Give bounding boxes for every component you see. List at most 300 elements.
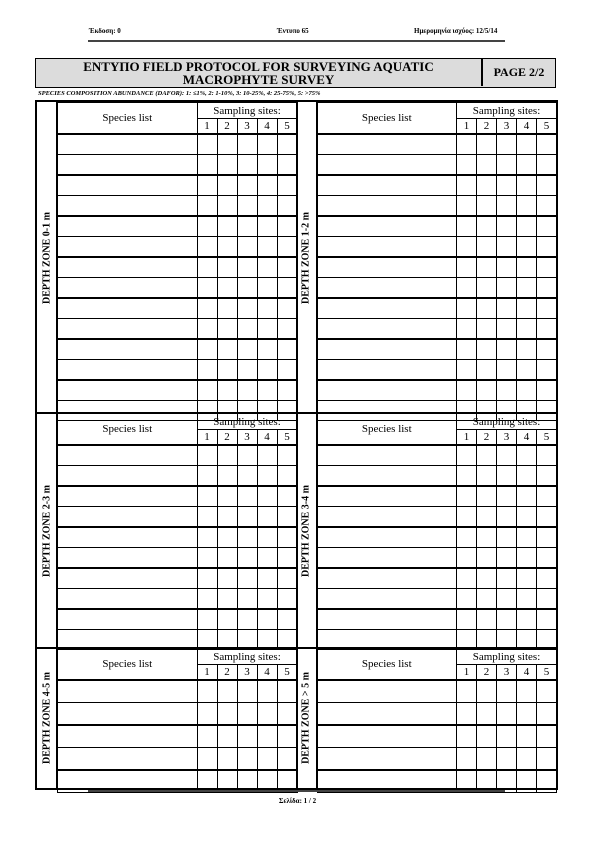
abundance-entry-cell[interactable] <box>277 155 297 176</box>
abundance-entry-cell[interactable] <box>497 134 517 155</box>
abundance-entry-cell[interactable] <box>277 339 297 360</box>
abundance-entry-cell[interactable] <box>517 589 537 610</box>
species-entry-cell[interactable] <box>317 237 457 258</box>
abundance-entry-cell[interactable] <box>477 748 497 771</box>
abundance-entry-cell[interactable] <box>277 725 297 748</box>
abundance-entry-cell[interactable] <box>237 748 257 771</box>
species-entry-cell[interactable] <box>317 680 457 703</box>
species-entry-cell[interactable] <box>58 527 198 548</box>
abundance-entry-cell[interactable] <box>237 568 257 589</box>
abundance-entry-cell[interactable] <box>197 155 217 176</box>
abundance-entry-cell[interactable] <box>517 568 537 589</box>
abundance-entry-cell[interactable] <box>537 237 557 258</box>
species-entry-cell[interactable] <box>317 466 457 487</box>
abundance-entry-cell[interactable] <box>517 507 537 528</box>
abundance-entry-cell[interactable] <box>257 216 277 237</box>
abundance-entry-cell[interactable] <box>517 703 537 726</box>
abundance-entry-cell[interactable] <box>197 380 217 401</box>
species-entry-cell[interactable] <box>58 680 198 703</box>
species-entry-cell[interactable] <box>317 527 457 548</box>
abundance-entry-cell[interactable] <box>197 589 217 610</box>
abundance-entry-cell[interactable] <box>497 486 517 507</box>
abundance-entry-cell[interactable] <box>497 680 517 703</box>
species-entry-cell[interactable] <box>317 725 457 748</box>
abundance-entry-cell[interactable] <box>217 548 237 569</box>
abundance-entry-cell[interactable] <box>257 237 277 258</box>
abundance-entry-cell[interactable] <box>537 216 557 237</box>
abundance-entry-cell[interactable] <box>237 175 257 196</box>
species-entry-cell[interactable] <box>317 155 457 176</box>
abundance-entry-cell[interactable] <box>477 237 497 258</box>
abundance-entry-cell[interactable] <box>237 155 257 176</box>
abundance-entry-cell[interactable] <box>197 216 217 237</box>
abundance-entry-cell[interactable] <box>497 216 517 237</box>
abundance-entry-cell[interactable] <box>197 134 217 155</box>
abundance-entry-cell[interactable] <box>197 703 217 726</box>
abundance-entry-cell[interactable] <box>237 237 257 258</box>
abundance-entry-cell[interactable] <box>277 486 297 507</box>
abundance-entry-cell[interactable] <box>197 680 217 703</box>
abundance-entry-cell[interactable] <box>537 568 557 589</box>
abundance-entry-cell[interactable] <box>217 298 237 319</box>
abundance-entry-cell[interactable] <box>497 609 517 630</box>
abundance-entry-cell[interactable] <box>237 257 257 278</box>
species-entry-cell[interactable] <box>58 155 198 176</box>
abundance-entry-cell[interactable] <box>217 216 237 237</box>
abundance-entry-cell[interactable] <box>217 486 237 507</box>
abundance-entry-cell[interactable] <box>277 466 297 487</box>
abundance-entry-cell[interactable] <box>537 298 557 319</box>
abundance-entry-cell[interactable] <box>237 360 257 381</box>
species-entry-cell[interactable] <box>317 216 457 237</box>
abundance-entry-cell[interactable] <box>237 134 257 155</box>
abundance-entry-cell[interactable] <box>537 175 557 196</box>
abundance-entry-cell[interactable] <box>537 278 557 299</box>
abundance-entry-cell[interactable] <box>497 298 517 319</box>
abundance-entry-cell[interactable] <box>477 609 497 630</box>
abundance-entry-cell[interactable] <box>197 725 217 748</box>
species-entry-cell[interactable] <box>317 278 457 299</box>
abundance-entry-cell[interactable] <box>497 196 517 217</box>
abundance-entry-cell[interactable] <box>457 155 477 176</box>
abundance-entry-cell[interactable] <box>457 445 477 466</box>
abundance-entry-cell[interactable] <box>537 257 557 278</box>
abundance-entry-cell[interactable] <box>237 609 257 630</box>
species-entry-cell[interactable] <box>317 298 457 319</box>
abundance-entry-cell[interactable] <box>457 339 477 360</box>
species-entry-cell[interactable] <box>58 175 198 196</box>
species-entry-cell[interactable] <box>317 609 457 630</box>
abundance-entry-cell[interactable] <box>457 609 477 630</box>
abundance-entry-cell[interactable] <box>537 527 557 548</box>
abundance-entry-cell[interactable] <box>217 134 237 155</box>
abundance-entry-cell[interactable] <box>217 339 237 360</box>
abundance-entry-cell[interactable] <box>537 486 557 507</box>
species-entry-cell[interactable] <box>58 748 198 771</box>
abundance-entry-cell[interactable] <box>457 319 477 340</box>
abundance-entry-cell[interactable] <box>477 175 497 196</box>
abundance-entry-cell[interactable] <box>277 237 297 258</box>
abundance-entry-cell[interactable] <box>517 770 537 793</box>
abundance-entry-cell[interactable] <box>257 609 277 630</box>
abundance-entry-cell[interactable] <box>457 298 477 319</box>
abundance-entry-cell[interactable] <box>537 134 557 155</box>
abundance-entry-cell[interactable] <box>217 725 237 748</box>
abundance-entry-cell[interactable] <box>197 319 217 340</box>
abundance-entry-cell[interactable] <box>517 527 537 548</box>
abundance-entry-cell[interactable] <box>197 548 217 569</box>
abundance-entry-cell[interactable] <box>237 216 257 237</box>
abundance-entry-cell[interactable] <box>497 748 517 771</box>
abundance-entry-cell[interactable] <box>457 360 477 381</box>
abundance-entry-cell[interactable] <box>277 589 297 610</box>
species-entry-cell[interactable] <box>58 360 198 381</box>
abundance-entry-cell[interactable] <box>197 445 217 466</box>
abundance-entry-cell[interactable] <box>477 568 497 589</box>
abundance-entry-cell[interactable] <box>197 196 217 217</box>
abundance-entry-cell[interactable] <box>257 360 277 381</box>
abundance-entry-cell[interactable] <box>517 680 537 703</box>
species-entry-cell[interactable] <box>317 319 457 340</box>
abundance-entry-cell[interactable] <box>257 339 277 360</box>
abundance-entry-cell[interactable] <box>517 237 537 258</box>
abundance-entry-cell[interactable] <box>497 175 517 196</box>
abundance-entry-cell[interactable] <box>457 466 477 487</box>
abundance-entry-cell[interactable] <box>457 703 477 726</box>
abundance-entry-cell[interactable] <box>457 680 477 703</box>
species-entry-cell[interactable] <box>58 609 198 630</box>
species-entry-cell[interactable] <box>58 445 198 466</box>
abundance-entry-cell[interactable] <box>537 445 557 466</box>
abundance-entry-cell[interactable] <box>457 725 477 748</box>
abundance-entry-cell[interactable] <box>517 319 537 340</box>
abundance-entry-cell[interactable] <box>277 257 297 278</box>
abundance-entry-cell[interactable] <box>477 278 497 299</box>
abundance-entry-cell[interactable] <box>537 548 557 569</box>
abundance-entry-cell[interactable] <box>457 175 477 196</box>
abundance-entry-cell[interactable] <box>477 155 497 176</box>
abundance-entry-cell[interactable] <box>277 298 297 319</box>
abundance-entry-cell[interactable] <box>537 507 557 528</box>
species-entry-cell[interactable] <box>58 589 198 610</box>
abundance-entry-cell[interactable] <box>497 360 517 381</box>
species-entry-cell[interactable] <box>317 548 457 569</box>
abundance-entry-cell[interactable] <box>457 257 477 278</box>
abundance-entry-cell[interactable] <box>457 380 477 401</box>
species-entry-cell[interactable] <box>58 216 198 237</box>
abundance-entry-cell[interactable] <box>277 175 297 196</box>
abundance-entry-cell[interactable] <box>217 568 237 589</box>
abundance-entry-cell[interactable] <box>517 548 537 569</box>
abundance-entry-cell[interactable] <box>257 175 277 196</box>
abundance-entry-cell[interactable] <box>277 445 297 466</box>
abundance-entry-cell[interactable] <box>277 278 297 299</box>
species-entry-cell[interactable] <box>58 298 198 319</box>
abundance-entry-cell[interactable] <box>457 507 477 528</box>
abundance-entry-cell[interactable] <box>517 196 537 217</box>
abundance-entry-cell[interactable] <box>477 466 497 487</box>
abundance-entry-cell[interactable] <box>217 589 237 610</box>
abundance-entry-cell[interactable] <box>537 319 557 340</box>
abundance-entry-cell[interactable] <box>497 278 517 299</box>
species-entry-cell[interactable] <box>317 507 457 528</box>
abundance-entry-cell[interactable] <box>457 134 477 155</box>
abundance-entry-cell[interactable] <box>277 548 297 569</box>
abundance-entry-cell[interactable] <box>197 609 217 630</box>
species-entry-cell[interactable] <box>317 339 457 360</box>
abundance-entry-cell[interactable] <box>477 380 497 401</box>
abundance-entry-cell[interactable] <box>457 216 477 237</box>
abundance-entry-cell[interactable] <box>197 237 217 258</box>
abundance-entry-cell[interactable] <box>277 216 297 237</box>
abundance-entry-cell[interactable] <box>457 486 477 507</box>
abundance-entry-cell[interactable] <box>457 548 477 569</box>
abundance-entry-cell[interactable] <box>537 196 557 217</box>
abundance-entry-cell[interactable] <box>497 257 517 278</box>
abundance-entry-cell[interactable] <box>497 548 517 569</box>
species-entry-cell[interactable] <box>58 278 198 299</box>
abundance-entry-cell[interactable] <box>257 703 277 726</box>
abundance-entry-cell[interactable] <box>197 257 217 278</box>
abundance-entry-cell[interactable] <box>517 134 537 155</box>
species-entry-cell[interactable] <box>58 339 198 360</box>
abundance-entry-cell[interactable] <box>517 486 537 507</box>
abundance-entry-cell[interactable] <box>477 257 497 278</box>
abundance-entry-cell[interactable] <box>537 725 557 748</box>
abundance-entry-cell[interactable] <box>257 507 277 528</box>
abundance-entry-cell[interactable] <box>457 568 477 589</box>
abundance-entry-cell[interactable] <box>537 339 557 360</box>
abundance-entry-cell[interactable] <box>537 466 557 487</box>
abundance-entry-cell[interactable] <box>257 589 277 610</box>
abundance-entry-cell[interactable] <box>217 609 237 630</box>
species-entry-cell[interactable] <box>58 134 198 155</box>
abundance-entry-cell[interactable] <box>457 748 477 771</box>
species-entry-cell[interactable] <box>58 380 198 401</box>
abundance-entry-cell[interactable] <box>237 298 257 319</box>
abundance-entry-cell[interactable] <box>517 380 537 401</box>
abundance-entry-cell[interactable] <box>477 319 497 340</box>
species-entry-cell[interactable] <box>317 257 457 278</box>
abundance-entry-cell[interactable] <box>217 445 237 466</box>
species-entry-cell[interactable] <box>58 486 198 507</box>
species-entry-cell[interactable] <box>58 257 198 278</box>
abundance-entry-cell[interactable] <box>477 134 497 155</box>
abundance-entry-cell[interactable] <box>277 527 297 548</box>
abundance-entry-cell[interactable] <box>277 609 297 630</box>
abundance-entry-cell[interactable] <box>537 155 557 176</box>
abundance-entry-cell[interactable] <box>257 298 277 319</box>
abundance-entry-cell[interactable] <box>257 486 277 507</box>
abundance-entry-cell[interactable] <box>197 568 217 589</box>
abundance-entry-cell[interactable] <box>477 507 497 528</box>
abundance-entry-cell[interactable] <box>517 725 537 748</box>
abundance-entry-cell[interactable] <box>457 237 477 258</box>
species-entry-cell[interactable] <box>58 237 198 258</box>
abundance-entry-cell[interactable] <box>497 445 517 466</box>
abundance-entry-cell[interactable] <box>257 748 277 771</box>
species-entry-cell[interactable] <box>58 196 198 217</box>
abundance-entry-cell[interactable] <box>277 680 297 703</box>
abundance-entry-cell[interactable] <box>257 725 277 748</box>
species-entry-cell[interactable] <box>317 134 457 155</box>
abundance-entry-cell[interactable] <box>477 360 497 381</box>
abundance-entry-cell[interactable] <box>497 725 517 748</box>
abundance-entry-cell[interactable] <box>517 339 537 360</box>
abundance-entry-cell[interactable] <box>257 680 277 703</box>
abundance-entry-cell[interactable] <box>537 589 557 610</box>
abundance-entry-cell[interactable] <box>257 548 277 569</box>
abundance-entry-cell[interactable] <box>217 360 237 381</box>
abundance-entry-cell[interactable] <box>537 703 557 726</box>
abundance-entry-cell[interactable] <box>237 680 257 703</box>
species-entry-cell[interactable] <box>58 548 198 569</box>
abundance-entry-cell[interactable] <box>197 278 217 299</box>
abundance-entry-cell[interactable] <box>197 486 217 507</box>
abundance-entry-cell[interactable] <box>497 380 517 401</box>
abundance-entry-cell[interactable] <box>217 175 237 196</box>
abundance-entry-cell[interactable] <box>217 278 237 299</box>
abundance-entry-cell[interactable] <box>477 445 497 466</box>
abundance-entry-cell[interactable] <box>497 568 517 589</box>
abundance-entry-cell[interactable] <box>257 380 277 401</box>
abundance-entry-cell[interactable] <box>277 507 297 528</box>
abundance-entry-cell[interactable] <box>197 507 217 528</box>
abundance-entry-cell[interactable] <box>237 548 257 569</box>
abundance-entry-cell[interactable] <box>217 466 237 487</box>
abundance-entry-cell[interactable] <box>477 703 497 726</box>
abundance-entry-cell[interactable] <box>217 527 237 548</box>
abundance-entry-cell[interactable] <box>517 257 537 278</box>
abundance-entry-cell[interactable] <box>257 155 277 176</box>
abundance-entry-cell[interactable] <box>477 548 497 569</box>
abundance-entry-cell[interactable] <box>457 589 477 610</box>
abundance-entry-cell[interactable] <box>257 196 277 217</box>
species-entry-cell[interactable] <box>317 360 457 381</box>
species-entry-cell[interactable] <box>317 589 457 610</box>
abundance-entry-cell[interactable] <box>477 216 497 237</box>
abundance-entry-cell[interactable] <box>197 527 217 548</box>
species-entry-cell[interactable] <box>317 175 457 196</box>
species-entry-cell[interactable] <box>58 725 198 748</box>
abundance-entry-cell[interactable] <box>477 196 497 217</box>
species-entry-cell[interactable] <box>317 568 457 589</box>
abundance-entry-cell[interactable] <box>497 507 517 528</box>
abundance-entry-cell[interactable] <box>477 527 497 548</box>
abundance-entry-cell[interactable] <box>197 360 217 381</box>
abundance-entry-cell[interactable] <box>497 339 517 360</box>
abundance-entry-cell[interactable] <box>517 466 537 487</box>
abundance-entry-cell[interactable] <box>517 360 537 381</box>
abundance-entry-cell[interactable] <box>257 466 277 487</box>
abundance-entry-cell[interactable] <box>237 703 257 726</box>
abundance-entry-cell[interactable] <box>217 237 237 258</box>
abundance-entry-cell[interactable] <box>237 725 257 748</box>
abundance-entry-cell[interactable] <box>497 589 517 610</box>
abundance-entry-cell[interactable] <box>197 748 217 771</box>
abundance-entry-cell[interactable] <box>537 360 557 381</box>
species-entry-cell[interactable] <box>317 486 457 507</box>
abundance-entry-cell[interactable] <box>217 319 237 340</box>
abundance-entry-cell[interactable] <box>477 298 497 319</box>
abundance-entry-cell[interactable] <box>217 257 237 278</box>
abundance-entry-cell[interactable] <box>237 527 257 548</box>
abundance-entry-cell[interactable] <box>497 527 517 548</box>
abundance-entry-cell[interactable] <box>477 486 497 507</box>
abundance-entry-cell[interactable] <box>217 380 237 401</box>
abundance-entry-cell[interactable] <box>537 680 557 703</box>
species-entry-cell[interactable] <box>58 319 198 340</box>
abundance-entry-cell[interactable] <box>237 507 257 528</box>
abundance-entry-cell[interactable] <box>477 680 497 703</box>
abundance-entry-cell[interactable] <box>257 278 277 299</box>
abundance-entry-cell[interactable] <box>517 278 537 299</box>
abundance-entry-cell[interactable] <box>277 196 297 217</box>
abundance-entry-cell[interactable] <box>257 319 277 340</box>
abundance-entry-cell[interactable] <box>457 196 477 217</box>
species-entry-cell[interactable] <box>58 568 198 589</box>
abundance-entry-cell[interactable] <box>197 466 217 487</box>
abundance-entry-cell[interactable] <box>457 278 477 299</box>
abundance-entry-cell[interactable] <box>277 319 297 340</box>
abundance-entry-cell[interactable] <box>277 134 297 155</box>
abundance-entry-cell[interactable] <box>477 725 497 748</box>
species-entry-cell[interactable] <box>58 466 198 487</box>
species-entry-cell[interactable] <box>317 380 457 401</box>
abundance-entry-cell[interactable] <box>277 360 297 381</box>
abundance-entry-cell[interactable] <box>237 196 257 217</box>
species-entry-cell[interactable] <box>317 703 457 726</box>
abundance-entry-cell[interactable] <box>277 568 297 589</box>
abundance-entry-cell[interactable] <box>277 748 297 771</box>
abundance-entry-cell[interactable] <box>517 216 537 237</box>
abundance-entry-cell[interactable] <box>457 527 477 548</box>
species-entry-cell[interactable] <box>58 703 198 726</box>
abundance-entry-cell[interactable] <box>237 466 257 487</box>
abundance-entry-cell[interactable] <box>517 609 537 630</box>
abundance-entry-cell[interactable] <box>217 155 237 176</box>
abundance-entry-cell[interactable] <box>237 380 257 401</box>
abundance-entry-cell[interactable] <box>497 703 517 726</box>
abundance-entry-cell[interactable] <box>517 175 537 196</box>
abundance-entry-cell[interactable] <box>217 680 237 703</box>
abundance-entry-cell[interactable] <box>197 339 217 360</box>
abundance-entry-cell[interactable] <box>257 257 277 278</box>
abundance-entry-cell[interactable] <box>477 339 497 360</box>
abundance-entry-cell[interactable] <box>517 155 537 176</box>
abundance-entry-cell[interactable] <box>257 527 277 548</box>
abundance-entry-cell[interactable] <box>477 589 497 610</box>
abundance-entry-cell[interactable] <box>237 486 257 507</box>
abundance-entry-cell[interactable] <box>217 507 237 528</box>
species-entry-cell[interactable] <box>317 748 457 771</box>
abundance-entry-cell[interactable] <box>257 568 277 589</box>
abundance-entry-cell[interactable] <box>497 155 517 176</box>
abundance-entry-cell[interactable] <box>257 445 277 466</box>
abundance-entry-cell[interactable] <box>537 380 557 401</box>
abundance-entry-cell[interactable] <box>517 445 537 466</box>
abundance-entry-cell[interactable] <box>257 134 277 155</box>
species-entry-cell[interactable] <box>317 196 457 217</box>
abundance-entry-cell[interactable] <box>277 380 297 401</box>
abundance-entry-cell[interactable] <box>537 770 557 793</box>
abundance-entry-cell[interactable] <box>217 196 237 217</box>
abundance-entry-cell[interactable] <box>517 748 537 771</box>
species-entry-cell[interactable] <box>317 445 457 466</box>
abundance-entry-cell[interactable] <box>517 298 537 319</box>
abundance-entry-cell[interactable] <box>217 703 237 726</box>
abundance-entry-cell[interactable] <box>537 609 557 630</box>
